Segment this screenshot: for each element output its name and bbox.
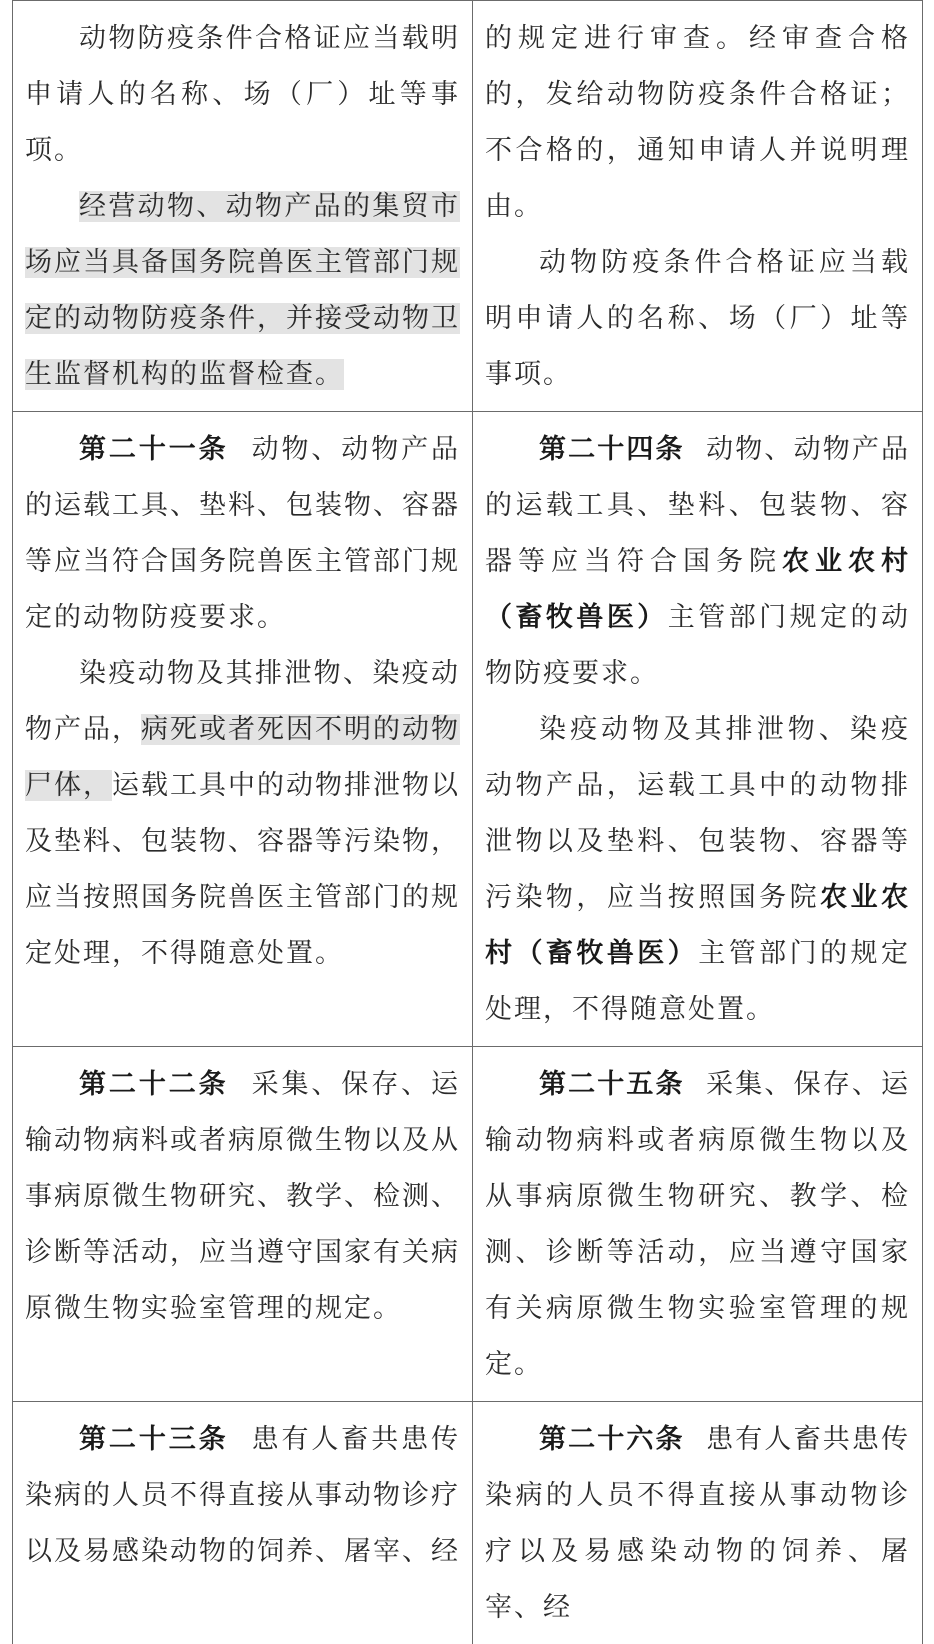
paragraph: [485, 1057, 910, 1393]
article-text: 主管部门规定的动物防疫要求。: [485, 602, 910, 689]
article-text: 采集、保存、运输动物病料或者病原微生物以及从事病原微生物研究、教学、检测、诊断等活动，应当遵守国家有关病原微生物实验室管理的规定。: [485, 1069, 910, 1380]
article-number: 第二十五条: [539, 1069, 685, 1100]
paragraph: [25, 646, 460, 982]
paragraph: [25, 1412, 460, 1580]
article-text: 动物、动物产品的运载工具、垫料、包装物、容器等应当符合国务院兽医主管部门规定的动物防疫要求。: [25, 434, 460, 633]
comparison-table: [12, 0, 923, 1644]
new-text-cell: [473, 1402, 923, 1644]
highlighted-text: 经营动物、动物产品的集贸市场应当具备国务院兽医主管部门规定的动物防疫条件，并接受动物卫生监督机构的监督检查。: [25, 191, 460, 390]
article-number: 第二十六条: [539, 1424, 685, 1455]
paragraph: [25, 179, 460, 403]
old-text-cell: [13, 1402, 473, 1644]
table-row: [13, 1, 923, 412]
article-text: 染疫动物及其排泄物、染疫动物产品，运载工具中的动物排泄物以及垫料、包装物、容器等污染物，应当按照国务院: [485, 714, 910, 913]
old-text-cell: [13, 1047, 473, 1402]
paragraph: [25, 422, 460, 646]
table-row: [13, 412, 923, 1047]
paragraph: [485, 422, 910, 702]
article-text: 主管部门的规定处理，不得随意处置。: [485, 938, 910, 1025]
article-text: 患有人畜共患传染病的人员不得直接从事动物诊疗以及易感染动物的饲养、屠宰、经: [485, 1424, 910, 1623]
law-comparison-document: [12, 0, 922, 1644]
paragraph: [485, 1412, 910, 1636]
paragraph: [25, 1057, 460, 1337]
article-text: 动物、动物产品的运载工具、垫料、包装物、容器等应当符合国务院: [485, 434, 910, 577]
old-text-cell: [13, 1, 473, 412]
article-text: 运载工具中的动物排泄物以及垫料、包装物、容器等污染物，应当按照国务院兽医主管部门的规定处理，不得随意处置。: [25, 770, 460, 969]
table-row: [13, 1402, 923, 1644]
paragraph: [485, 702, 910, 1038]
old-text-cell: [13, 412, 473, 1047]
article-number: 第二十二条: [79, 1069, 229, 1100]
table-row: [13, 1047, 923, 1402]
bold-amendment: 农业农村（畜牧兽医）: [485, 882, 910, 969]
paragraph: 的规定进行审查。经审查合格的，发给动物防疫条件合格证；不合格的，通知申请人并说明理由。: [485, 11, 910, 235]
new-text-cell: [473, 1, 923, 412]
article-number: 第二十一条: [79, 434, 229, 465]
article-number: 第二十三条: [79, 1424, 229, 1455]
paragraph: 动物防疫条件合格证应当载明申请人的名称、场（厂）址等事项。: [485, 235, 910, 403]
highlighted-text: 病死或者死因不明的动物尸体，: [25, 714, 460, 801]
article-text: 染疫动物及其排泄物、染疫动物产品，: [25, 658, 460, 745]
new-text-cell: [473, 412, 923, 1047]
paragraph: 动物防疫条件合格证应当载明申请人的名称、场（厂）址等事项。: [25, 11, 460, 179]
article-number: 第二十四条: [539, 434, 685, 465]
bold-amendment: 农业农村（畜牧兽医）: [485, 546, 910, 633]
article-text: 采集、保存、运输动物病料或者病原微生物以及从事病原微生物研究、教学、检测、诊断等活动，应当遵守国家有关病原微生物实验室管理的规定。: [25, 1069, 460, 1324]
article-text: 患有人畜共患传染病的人员不得直接从事动物诊疗以及易感染动物的饲养、屠宰、经: [25, 1424, 460, 1567]
new-text-cell: [473, 1047, 923, 1402]
